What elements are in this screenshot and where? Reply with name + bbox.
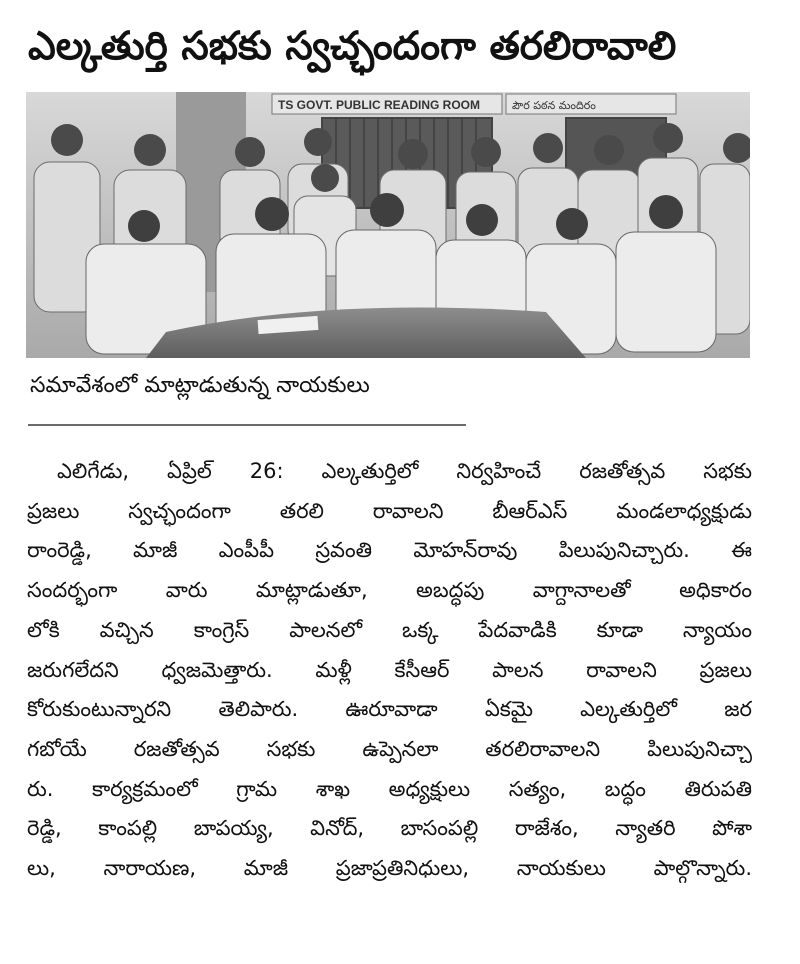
article-line: లు, నారాయణ, మాజీ ప్రజాప్రతినిధులు, నాయకులు పాల్గొన్నారు. [27,856,752,881]
article-line: ప్రజలు స్వచ్ఛందంగా తరలి రావాలని బీఆర్ఎస్ మండలాధ్యక్షుడు [27,498,752,523]
building-sign: TS GOVT. PUBLIC READING ROOM [278,98,481,112]
article-line: రెడ్డి, కాంపల్లి బాపయ్య, వినోద్, బాసంపల్లి రాజేశం, న్యాతరి పోశా [27,816,752,841]
article-body [27,452,752,889]
building-sign-telugu: పౌర పఠన మందిరం [512,99,596,112]
article-line: కోరుకుంటున్నారని తెలిపారు. ఊరూవాడా ఏకమై ఎల్కతుర్తిలో జర [27,697,752,722]
caption-divider [28,424,466,426]
article-line: సందర్భంగా వారు మాట్లాడుతూ, అబద్ధపు వాగ్దానాలతో అధికారం [27,578,752,603]
news-photo [26,92,750,358]
previous-article-fragment [0,0,800,14]
article-line: రు. కార్యక్రమంలో గ్రామ శాఖ అధ్యక్షులు సత్యం, బద్ధం తిరుపతి [27,776,752,801]
headline: ఎల్కతుర్తి సభకు స్వచ్ఛందంగా తరలిరావాలి [28,24,677,69]
photo-caption: సమావేశంలో మాట్లాడుతున్న నాయకులు [30,373,370,398]
article-line: గబోయే రజతోత్సవ సభకు ఉప్పెనలా తరలిరావాలని పిలుపునిచ్చా [27,736,752,761]
article-line: లోకి వచ్చిన కాంగ్రెస్ పాలనలో ఒక్క పేదవాడికి కూడా న్యాయం [27,617,752,642]
article-line: ఎలిగేడు, ఏప్రిల్ 26: ఎల్కతుర్తిలో నిర్వహించే రజతోత్సవ సభకు [57,459,752,483]
article-line: రాంరెడ్డి, మాజీ ఎంపీపీ స్రవంతి మోహన్‌రావు పిలుపునిచ్చారు. ఈ [27,538,752,563]
article-line: జరుగలేదని ధ్వజమెత్తారు. మళ్లీ కేసీఆర్ పాలన రావాలని ప్రజలు [27,657,752,682]
next-article-fragment [0,950,800,964]
